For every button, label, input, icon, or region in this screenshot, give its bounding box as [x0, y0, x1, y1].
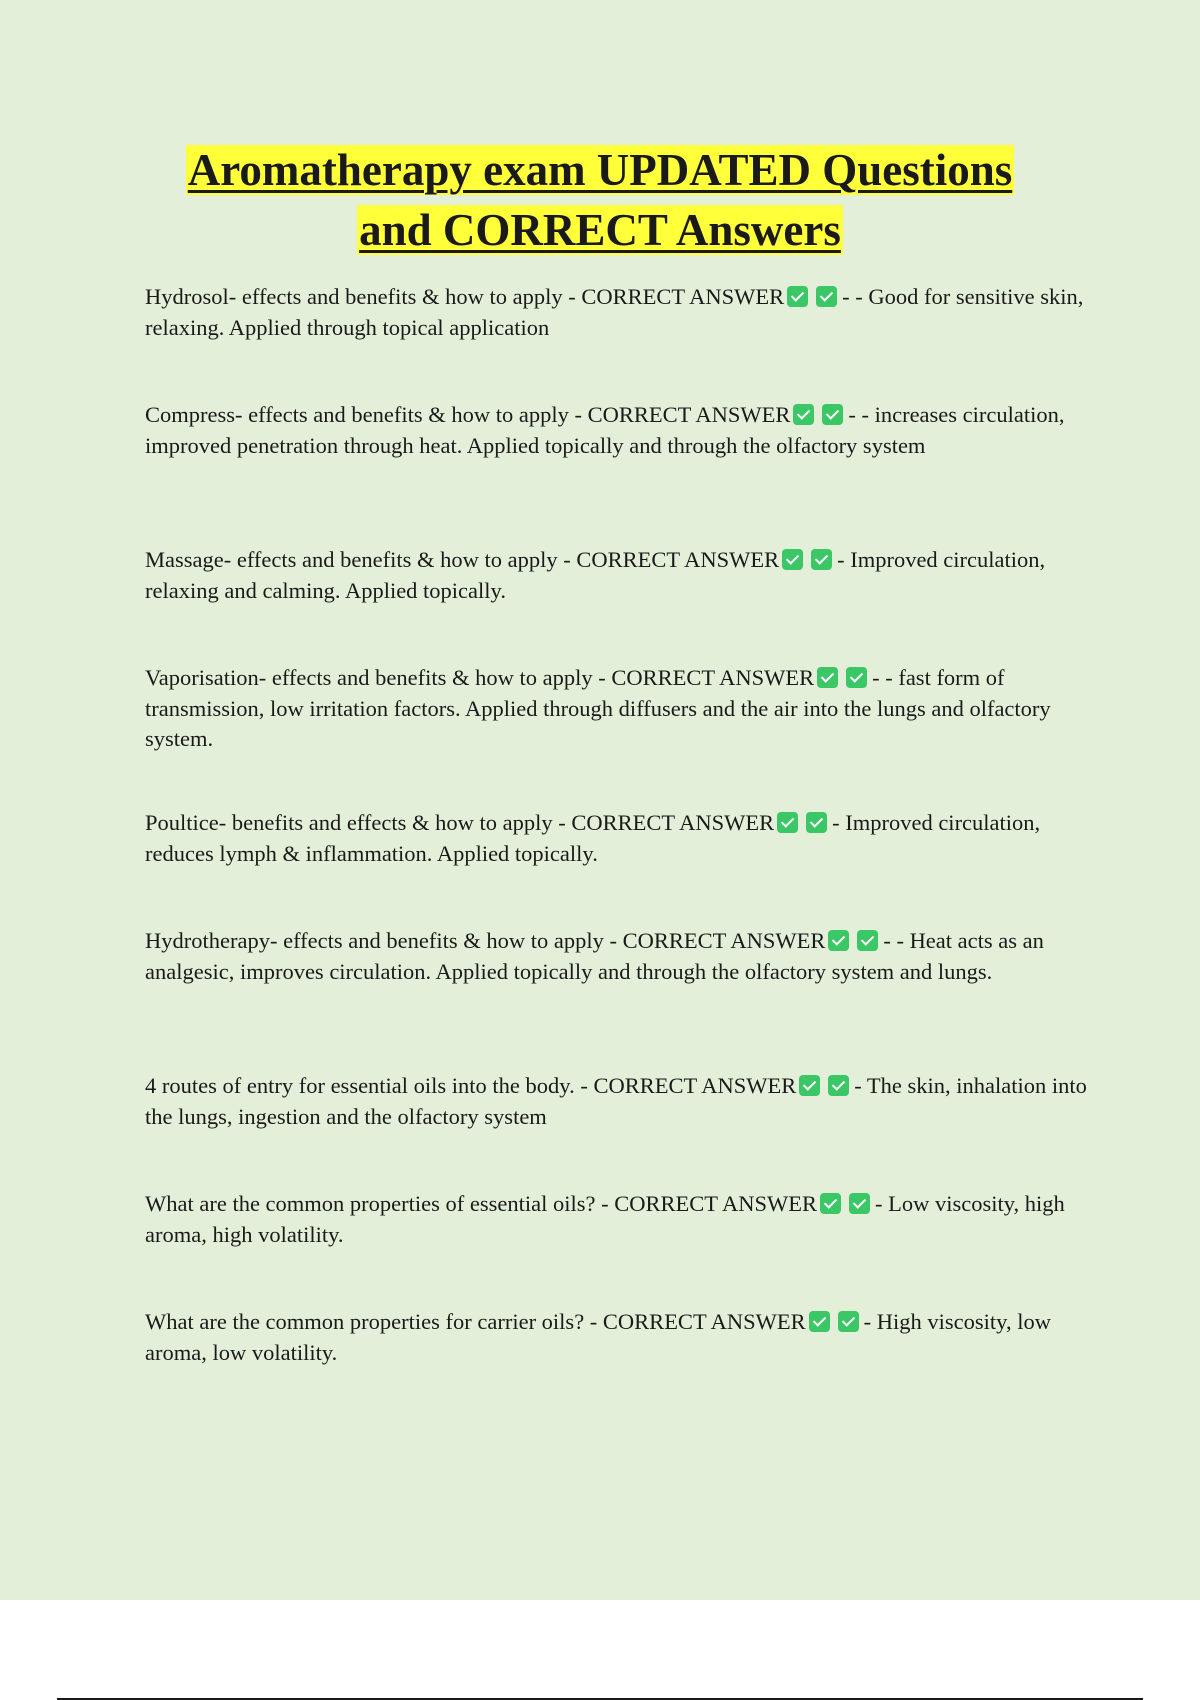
qa-answer: - Improved circulation, relaxing and calming. Applied topically.	[145, 547, 1051, 603]
qa-question: Hydrotherapy- effects and benefits & how to apply -	[145, 928, 617, 953]
check-mark-icon	[777, 812, 798, 833]
qa-item	[145, 1189, 1090, 1250]
qa-answer: - - Good for sensitive skin, relaxing. Applied through topical application	[145, 284, 1089, 340]
qa-question: Vaporisation- effects and benefits & how to apply -	[145, 665, 606, 690]
qa-answer: - High viscosity, low aroma, low volatility.	[145, 1309, 1057, 1365]
qa-item	[145, 545, 1090, 606]
qa-answer-marker: CORRECT ANSWER	[614, 1191, 817, 1216]
check-mark-icon	[828, 930, 849, 951]
check-mark-icon	[787, 286, 808, 307]
check-mark-icon	[846, 667, 867, 688]
qa-item	[145, 808, 1090, 869]
check-mark-icon	[838, 1311, 859, 1332]
qa-item	[145, 663, 1090, 755]
check-mark-icon	[811, 549, 832, 570]
check-mark-icon	[799, 1075, 820, 1096]
qa-answer: - Improved circulation, reduces lymph & inflammation. Applied topically.	[145, 810, 1046, 866]
qa-question: Massage- effects and benefits & how to apply -	[145, 547, 571, 572]
check-mark-icon	[828, 1075, 849, 1096]
check-mark-icon	[806, 812, 827, 833]
check-mark-icon	[857, 930, 878, 951]
qa-answer: - - Heat acts as an analgesic, improves circulation. Applied topically and through the olfactory system and lungs.	[145, 928, 1050, 984]
check-mark-icon	[809, 1311, 830, 1332]
qa-answer: - Low viscosity, high aroma, high volatility.	[145, 1191, 1071, 1247]
qa-answer-marker: CORRECT ANSWER	[587, 402, 791, 427]
qa-item	[145, 400, 1090, 461]
qa-question: Hydrosol- effects and benefits & how to apply -	[145, 284, 576, 309]
qa-question: 4 routes of entry for essential oils into the body. -	[145, 1073, 588, 1098]
qa-question: What are the common properties for carrier oils? -	[145, 1309, 598, 1334]
check-mark-icon	[816, 286, 837, 307]
qa-question: Poultice- benefits and effects & how to apply -	[145, 810, 566, 835]
title-line-2: and CORRECT Answers	[359, 205, 841, 255]
title-line-1: Aromatherapy exam UPDATED Questions	[187, 145, 1013, 195]
qa-question: What are the common properties of essential oils? -	[145, 1191, 609, 1216]
check-mark-icon	[782, 549, 803, 570]
qa-answer-marker: CORRECT ANSWER	[576, 547, 780, 572]
qa-answer-marker: CORRECT ANSWER	[611, 665, 815, 690]
qa-item	[145, 282, 1090, 343]
qa-answer-marker: CORRECT ANSWER	[581, 284, 785, 309]
qa-answer: - - fast form of transmission, low irritation factors. Applied through diffusers and the air into the lungs and olfactory system.	[145, 665, 1057, 751]
qa-answer-marker: CORRECT ANSWER	[593, 1073, 797, 1098]
check-mark-icon	[849, 1193, 870, 1214]
qa-answer-marker: CORRECT ANSWER	[602, 1309, 806, 1334]
qa-answer-marker: CORRECT ANSWER	[571, 810, 775, 835]
document-title	[100, 140, 1100, 260]
qa-item	[145, 926, 1090, 987]
qa-question: Compress- effects and benefits & how to apply -	[145, 402, 582, 427]
check-mark-icon	[817, 667, 838, 688]
qa-answer-marker: CORRECT ANSWER	[622, 928, 826, 953]
qa-item	[145, 1071, 1093, 1132]
qa-answer: - - increases circulation, improved penetration through heat. Applied topically and through the olfactory system	[145, 402, 1071, 458]
qa-answer: - The skin, inhalation into the lungs, ingestion and the olfactory system	[145, 1073, 1093, 1129]
check-mark-icon	[822, 404, 843, 425]
check-mark-icon	[793, 404, 814, 425]
qa-item	[145, 1307, 1090, 1368]
check-mark-icon	[820, 1193, 841, 1214]
